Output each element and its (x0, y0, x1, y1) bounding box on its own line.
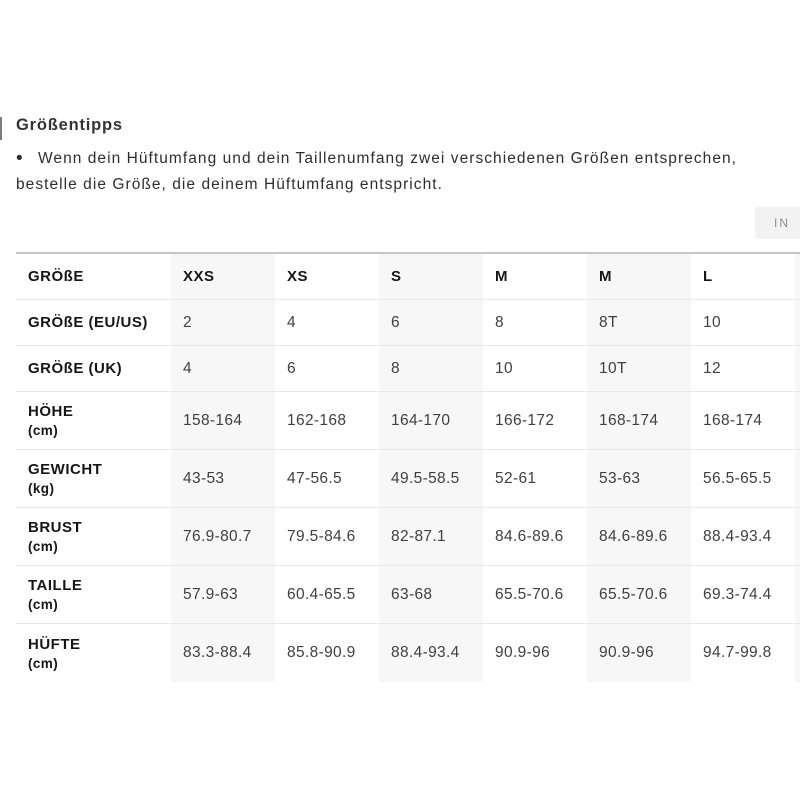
size-value: 164-170 (391, 411, 451, 429)
ghost-column-cell (795, 392, 800, 449)
size-value: 76.9-80.7 (183, 527, 252, 545)
size-value-cell (483, 450, 587, 507)
size-value: 2 (183, 313, 192, 331)
size-column-header (171, 254, 275, 299)
size-column-header-label: S (391, 268, 402, 285)
row-label-unit: (cm) (28, 539, 59, 554)
size-value-cell (691, 508, 795, 565)
ghost-column-cell (795, 346, 800, 391)
row-label-cell (16, 300, 171, 345)
size-column-header-label: XS (287, 268, 309, 285)
size-value: 49.5-58.5 (391, 469, 460, 487)
size-column-header-label: M (495, 268, 508, 285)
size-value-cell (171, 392, 275, 449)
row-label: TAILLE (28, 577, 83, 594)
size-value-cell (483, 392, 587, 449)
row-label: GEWICHT (28, 461, 103, 478)
unit-toggle-in-button[interactable]: IN (755, 207, 800, 239)
size-value-cell (379, 624, 483, 682)
row-label-cell (16, 624, 171, 682)
size-value-cell (171, 300, 275, 345)
size-value: 12 (703, 359, 721, 377)
size-value: 8 (391, 359, 400, 377)
size-value: 52-61 (495, 469, 537, 487)
size-value: 79.5-84.6 (287, 527, 356, 545)
size-value: 168-174 (703, 411, 763, 429)
size-value: 4 (287, 313, 296, 331)
size-value-cell (587, 300, 691, 345)
size-value-cell (379, 346, 483, 391)
size-value: 162-168 (287, 411, 347, 429)
size-value-cell (483, 566, 587, 623)
size-column-header (691, 254, 795, 299)
size-column-header-label: M (599, 268, 612, 285)
bullet-icon: • (16, 148, 23, 169)
size-table-row (16, 392, 800, 450)
size-value: 53-63 (599, 469, 641, 487)
size-value: 90.9-96 (599, 644, 655, 661)
size-value: 158-164 (183, 411, 243, 429)
size-value-cell (379, 450, 483, 507)
size-value: 57.9-63 (183, 585, 239, 603)
size-value: 8 (495, 313, 504, 331)
size-value: 10T (599, 359, 627, 377)
size-value-cell (171, 566, 275, 623)
size-table-row (16, 508, 800, 566)
size-value-cell (379, 392, 483, 449)
size-table-row (16, 346, 800, 392)
row-label: BRUST (28, 519, 83, 536)
size-value-cell (483, 346, 587, 391)
size-column-header (587, 254, 691, 299)
row-label-cell (16, 346, 171, 391)
size-value-cell (483, 508, 587, 565)
row-label: HÖHE (28, 403, 74, 420)
size-value-cell (275, 450, 379, 507)
tip-line-1 (16, 148, 737, 170)
size-value: 10 (703, 313, 721, 331)
row-label: HÜFTE (28, 635, 81, 653)
size-value: 63-68 (391, 585, 433, 603)
size-value: 6 (287, 359, 296, 377)
size-value-cell (171, 450, 275, 507)
row-label-cell (16, 450, 171, 507)
ghost-column-cell (795, 508, 800, 565)
size-value: 84.6-89.6 (599, 527, 668, 545)
size-value-cell (275, 624, 379, 682)
size-value: 69.3-74.4 (703, 585, 772, 603)
row-label: GRÖßE (EU/US) (28, 314, 148, 331)
size-value: 6 (391, 313, 400, 331)
row-label-unit: (cm) (28, 423, 59, 438)
size-value: 84.6-89.6 (495, 527, 564, 545)
size-value: 88.4-93.4 (391, 644, 460, 661)
size-value-cell (275, 566, 379, 623)
size-value: 90.9-96 (495, 644, 551, 661)
ghost-column-cell (795, 300, 800, 345)
page-title: Größentipps (16, 116, 123, 134)
size-value-cell (379, 300, 483, 345)
size-value: 83.3-88.4 (183, 644, 252, 661)
size-value-cell (483, 624, 587, 682)
corner-header-label: GRÖßE (28, 268, 84, 285)
size-table-row (16, 300, 800, 346)
size-value: 43-53 (183, 469, 225, 487)
ghost-column-cell (795, 450, 800, 507)
size-value-cell (587, 508, 691, 565)
size-value: 88.4-93.4 (703, 527, 772, 545)
size-value: 10 (495, 359, 513, 377)
size-value-cell (691, 566, 795, 623)
size-value-cell (691, 300, 795, 345)
row-label-unit: (cm) (28, 655, 59, 671)
row-label-cell (16, 566, 171, 623)
ghost-column-cell (795, 254, 800, 299)
size-value: 56.5-65.5 (703, 469, 772, 487)
size-table (16, 252, 800, 682)
size-value-cell (275, 392, 379, 449)
size-value-cell (587, 450, 691, 507)
size-value: 65.5-70.6 (599, 585, 668, 603)
row-label: GRÖßE (UK) (28, 360, 123, 377)
tip-text-line-1: Wenn dein Hüftumfang und dein Taillenumfang zwei verschiedenen Größen entsprechen, (38, 150, 738, 167)
size-table-row (16, 624, 800, 682)
size-value-cell (171, 346, 275, 391)
size-value-cell (275, 346, 379, 391)
size-column-header-label: L (703, 268, 713, 285)
size-value-cell (379, 566, 483, 623)
size-value-cell (587, 392, 691, 449)
size-value-cell (691, 346, 795, 391)
size-value-cell (379, 508, 483, 565)
size-value-cell (691, 450, 795, 507)
size-value: 47-56.5 (287, 469, 343, 487)
size-value-cell (587, 566, 691, 623)
size-value-cell (275, 508, 379, 565)
row-label-unit: (kg) (28, 481, 55, 496)
size-table-row (16, 566, 800, 624)
row-label-cell (16, 392, 171, 449)
size-value-cell (587, 346, 691, 391)
size-value-cell (587, 624, 691, 682)
size-value: 65.5-70.6 (495, 585, 564, 603)
size-value: 82-87.1 (391, 527, 447, 545)
tip-line-2: bestelle die Größe, die deinem Hüftumfang entspricht. (16, 176, 443, 193)
size-column-header-label: XXS (183, 268, 215, 285)
size-column-header (379, 254, 483, 299)
row-label-unit: (cm) (28, 597, 59, 612)
size-value: 168-174 (599, 411, 659, 429)
size-column-header (483, 254, 587, 299)
size-value-cell (691, 392, 795, 449)
ghost-column-cell (795, 624, 800, 682)
size-value-cell (483, 300, 587, 345)
size-table-header-row (16, 254, 800, 300)
row-label-cell (16, 508, 171, 565)
size-value-cell (691, 624, 795, 682)
corner-header-cell (16, 254, 171, 299)
size-value: 4 (183, 359, 192, 377)
left-edge-fragment (0, 117, 2, 140)
size-value: 94.7-99.8 (703, 644, 772, 661)
size-value: 166-172 (495, 411, 555, 429)
size-value: 85.8-90.9 (287, 644, 356, 661)
size-column-header (275, 254, 379, 299)
size-value: 60.4-65.5 (287, 585, 356, 603)
ghost-column-cell (795, 566, 800, 623)
size-value-cell (275, 300, 379, 345)
size-table-row (16, 450, 800, 508)
size-value: 8T (599, 313, 618, 331)
size-value-cell (171, 508, 275, 565)
size-value-cell (171, 624, 275, 682)
